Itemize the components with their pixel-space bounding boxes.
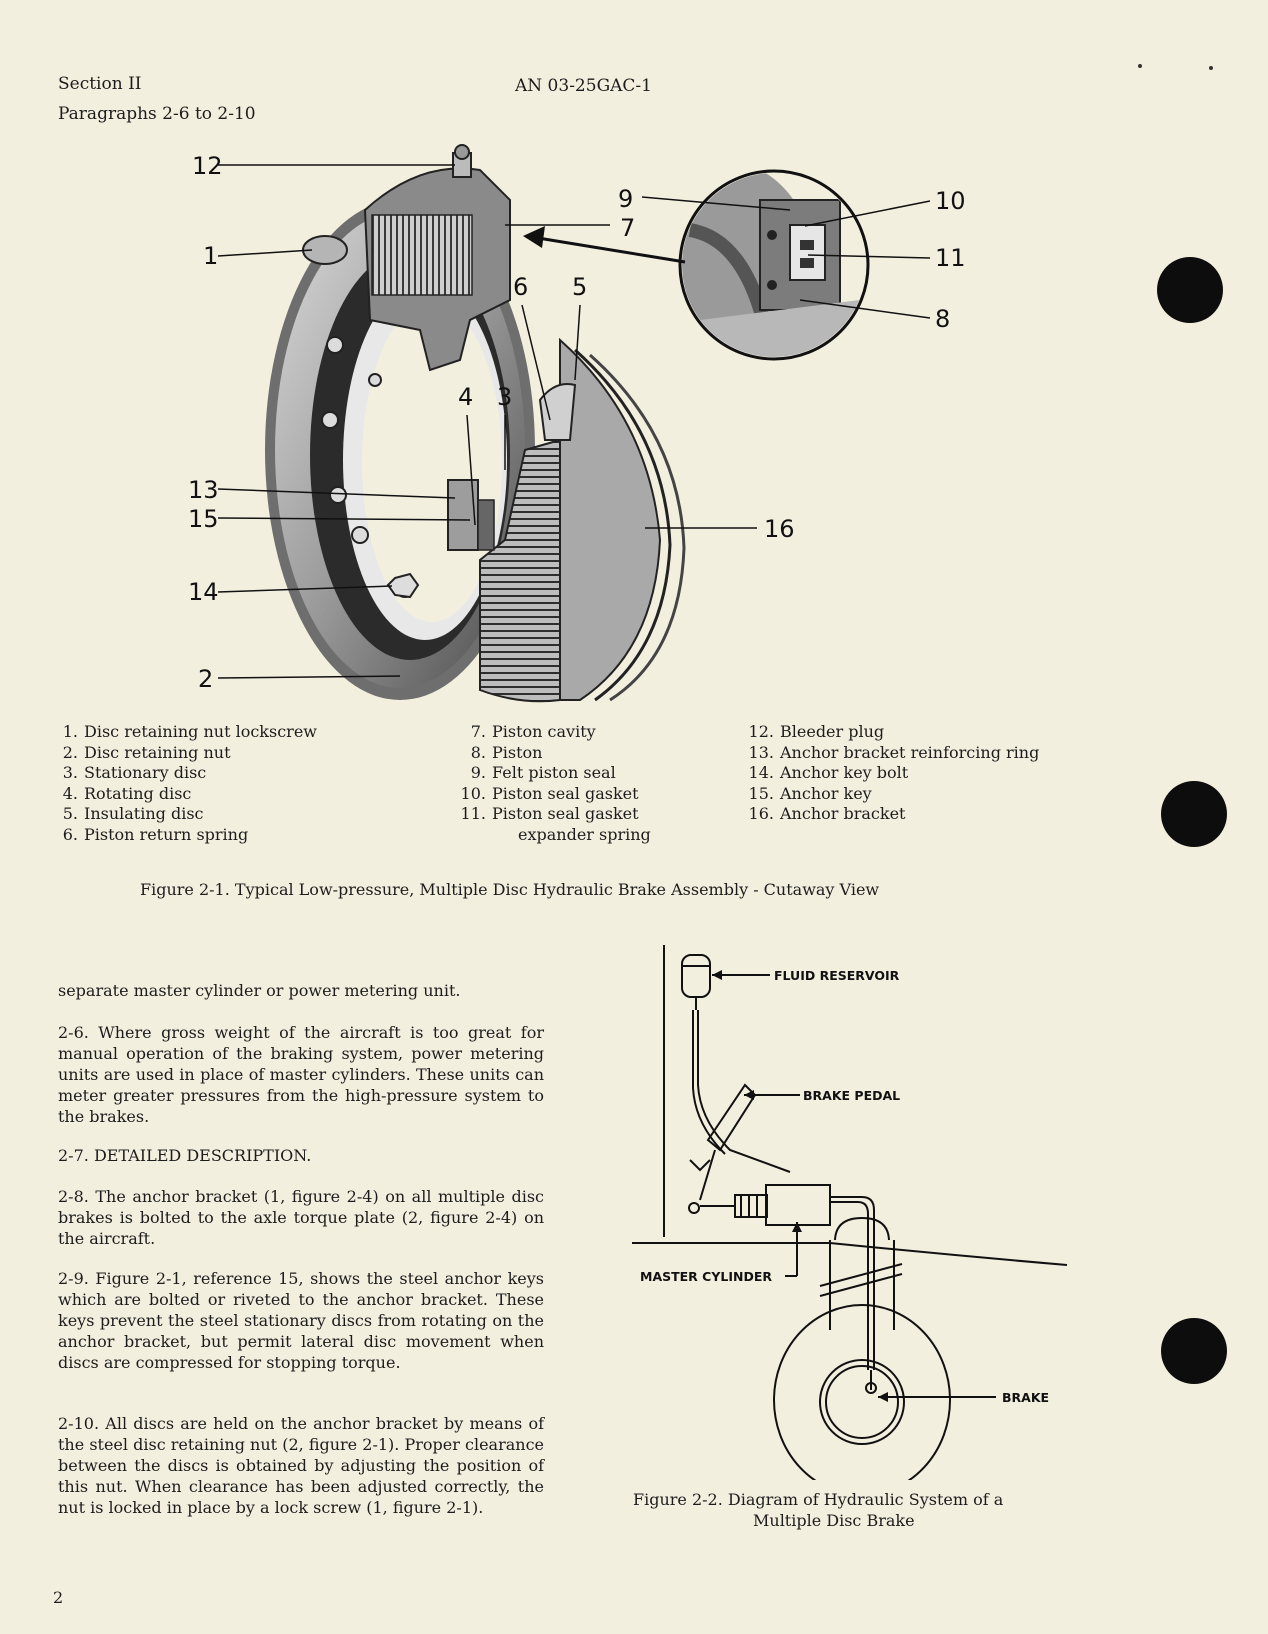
paragraph-continuation: separate master cylinder or power metering unit. <box>58 981 461 1000</box>
callout-6: 6 <box>513 273 529 301</box>
callout-13: 13 <box>188 476 219 504</box>
legend-item-continuation: expander spring <box>518 824 651 844</box>
legend-item: 3. Stationary disc <box>62 763 207 782</box>
paragraph-2-10: 2-10. All discs are held on the anchor bracket by means of the steel disc retaining nut (2, figure 2-1). Proper clearance between the discs is obtained by adjusting the position of this nut. When clearance has been adjusted correctly, the nut is locked in place by a lock screw (1, figure 2-1). <box>58 1414 544 1517</box>
callout-16: 16 <box>764 515 795 543</box>
legend-item: 2. Disc retaining nut <box>62 742 231 762</box>
legend-item: 6. Piston return spring <box>62 824 249 844</box>
paragraphs-label: Paragraphs 2-6 to 2-10 <box>58 104 256 124</box>
legend-item: 4. Rotating disc <box>62 783 192 803</box>
hydraulic-system-diagram <box>620 935 1080 1480</box>
callout-2: 2 <box>198 665 214 693</box>
speck <box>1138 64 1142 68</box>
section-label: Section II <box>58 74 142 94</box>
legend-column-1 <box>52 722 317 845</box>
callout-1: 1 <box>203 242 219 270</box>
callout-8: 8 <box>935 305 951 333</box>
legend-item: 15. Anchor key <box>748 783 872 803</box>
legend-item: 12. Bleeder plug <box>748 722 885 741</box>
callout-14: 14 <box>188 578 219 606</box>
callout-9: 9 <box>618 185 634 213</box>
legend-item: 5. Insulating disc <box>62 804 204 823</box>
paragraph-2-6: 2-6. Where gross weight of the aircraft is too great for manual operation of the braking system, power metering units are used in place of master cylinders. These units can meter greater pressures from the high-pressure system to the brakes. <box>58 1023 544 1126</box>
legend-item: 13. Anchor bracket reinforcing ring <box>748 742 1040 762</box>
binder-hole-bottom <box>1161 1318 1227 1384</box>
callout-12: 12 <box>192 152 223 180</box>
legend-item: 16. Anchor bracket <box>748 804 906 823</box>
legend-item: 10. Piston seal gasket <box>460 783 639 803</box>
master-cylinder-label: MASTER CYLINDER <box>640 1269 773 1284</box>
paragraph-2-9: 2-9. Figure 2-1, reference 15, shows the steel anchor keys which are bolted or riveted to the anchor bracket. These keys prevent the steel stationary discs from rotating on the anchor bracket, but permit lateral disc movement when discs are compressed for stopping torque. <box>58 1269 544 1372</box>
legend-item: 1. Disc retaining nut lockscrew <box>62 722 317 741</box>
callout-7: 7 <box>620 214 636 242</box>
page-number: 2 <box>53 1588 64 1607</box>
legend-item: 14. Anchor key bolt <box>748 763 909 782</box>
callout-10: 10 <box>935 187 966 215</box>
legend-column-2 <box>460 722 651 845</box>
callout-4: 4 <box>458 383 474 411</box>
brake-pedal-label: BRAKE PEDAL <box>803 1088 901 1103</box>
callout-5: 5 <box>572 273 588 301</box>
figure-2-2-caption-line2: Multiple Disc Brake <box>753 1511 915 1530</box>
callout-3: 3 <box>497 383 513 411</box>
figure-2-2-caption-line1: Figure 2-2. Diagram of Hydraulic System of a <box>633 1490 1004 1509</box>
fluid-reservoir-label: FLUID RESERVOIR <box>774 968 900 983</box>
legend-item: 9. Felt piston seal <box>470 763 616 782</box>
figure-2-1-caption: Figure 2-1. Typical Low-pressure, Multiple Disc Hydraulic Brake Assembly - Cutaway View <box>140 880 880 899</box>
callout-11: 11 <box>935 244 966 272</box>
legend-item: 11. Piston seal gasket <box>460 804 639 823</box>
legend-item: 7. Piston cavity <box>470 722 596 741</box>
heading-2-7: 2-7. DETAILED DESCRIPTION. <box>58 1146 312 1165</box>
paragraph-2-8: 2-8. The anchor bracket (1, figure 2-4) on all multiple disc brakes is bolted to the axle torque plate (2, figure 2-4) on the aircraft. <box>58 1187 544 1248</box>
brake-label: BRAKE <box>1002 1390 1050 1405</box>
legend-column-3 <box>748 722 1039 825</box>
document-number: AN 03-25GAC-1 <box>515 76 652 96</box>
speck <box>1209 66 1213 70</box>
binder-hole-middle <box>1161 781 1227 847</box>
legend-item: 8. Piston <box>470 742 543 762</box>
brake-assembly-illustration <box>0 140 1268 710</box>
callout-15: 15 <box>188 505 219 533</box>
